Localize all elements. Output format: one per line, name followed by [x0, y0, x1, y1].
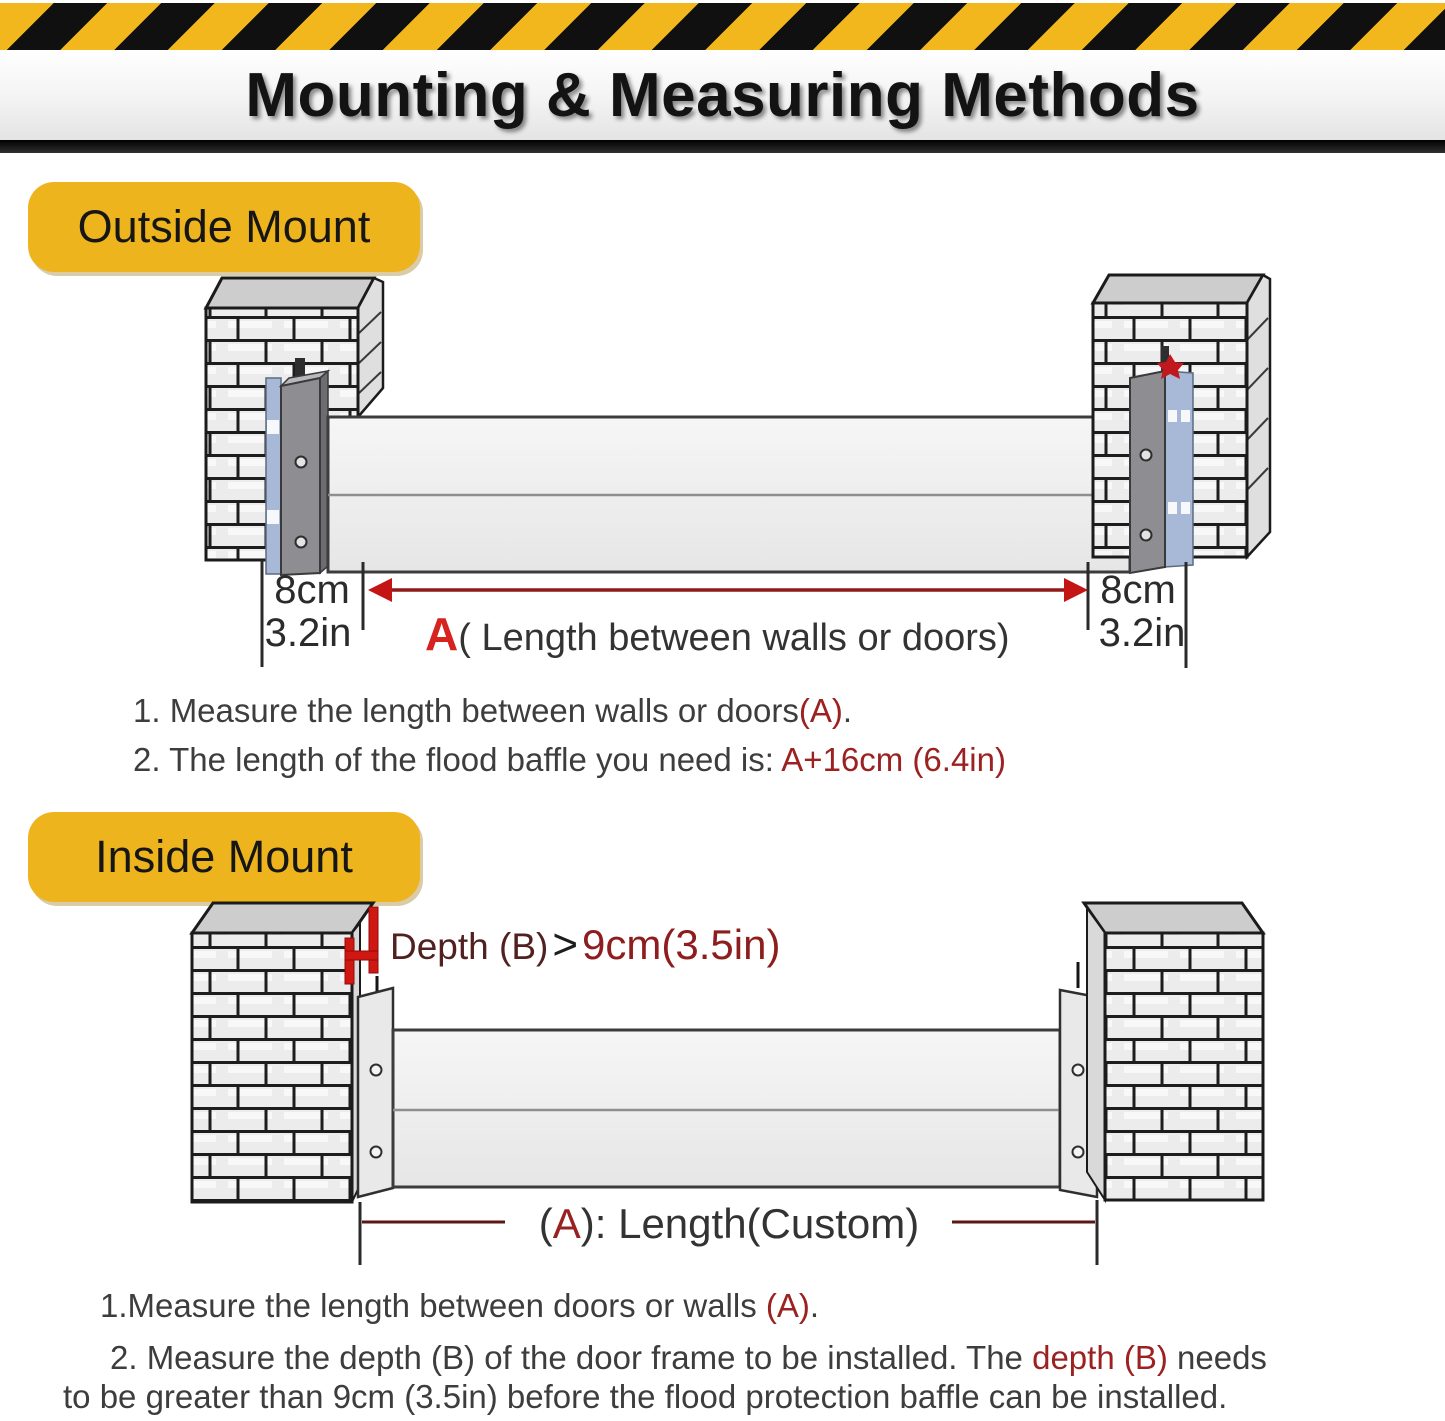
inside-step-2-line-2: to be greater than 9cm (3.5in) before the flood protection baffle can be installed. — [63, 1378, 1228, 1415]
title-banner — [0, 50, 1445, 140]
inside-step-2-line-1: 2. Measure the depth (B) of the door frame to be installed. The depth (B) needs — [110, 1339, 1267, 1376]
banner-divider-bar — [0, 140, 1445, 153]
hazard-stripes-banner — [0, 3, 1445, 50]
dim-8cm-left: 8cm — [274, 568, 350, 612]
depth-b-annotation: Depth (B) > 9cm(3.5in) — [390, 920, 781, 969]
mounting-rail-right-outside — [1130, 346, 1193, 573]
screw-hole — [296, 537, 307, 548]
dim-3-2in-left: 3.2in — [264, 611, 352, 655]
inside-mount-label-text: Inside Mount — [95, 831, 353, 882]
screw-hole — [1141, 450, 1152, 461]
flood-barrier-panel-inside — [393, 1030, 1060, 1187]
screw-hole — [1073, 1065, 1084, 1076]
outside-step-1: 1. Measure the length between walls or doors(A). — [133, 692, 853, 729]
screw-hole — [1141, 530, 1152, 541]
mounting-rail-left-outside — [266, 358, 328, 575]
length-a-label: A( Length between walls or doors) — [425, 608, 1010, 660]
flood-barrier-panel-outside — [328, 417, 1130, 572]
inside-mount-label — [28, 812, 420, 902]
screw-hole — [371, 1065, 382, 1076]
screw-hole — [371, 1147, 382, 1158]
screw-hole — [296, 457, 307, 468]
jamb-rail-left-inside — [358, 976, 393, 1197]
outside-step-2: 2. The length of the flood baffle you need is: A+16cm (6.4in) — [133, 741, 1006, 778]
rail-seal-strip — [1165, 371, 1193, 567]
length-custom-label: (A): Length(Custom) — [538, 1200, 920, 1247]
outside-mount-label-text: Outside Mount — [77, 201, 371, 252]
arrow-head-right-icon — [1064, 578, 1088, 602]
page-title: Mounting & Measuring Methods — [245, 60, 1200, 130]
brick-pillar-right-inside — [1084, 903, 1263, 1200]
dim-3-2in-right: 3.2in — [1098, 611, 1186, 655]
inside-step-1: 1.Measure the length between doors or walls (A). — [100, 1287, 820, 1324]
length-a-letter: A — [425, 608, 459, 660]
rail-seal-strip — [266, 378, 281, 574]
screw-hole — [1073, 1147, 1084, 1158]
dim-8cm-right: 8cm — [1100, 568, 1176, 612]
outside-mount-label — [28, 182, 420, 272]
arrow-head-left-icon — [368, 578, 392, 602]
